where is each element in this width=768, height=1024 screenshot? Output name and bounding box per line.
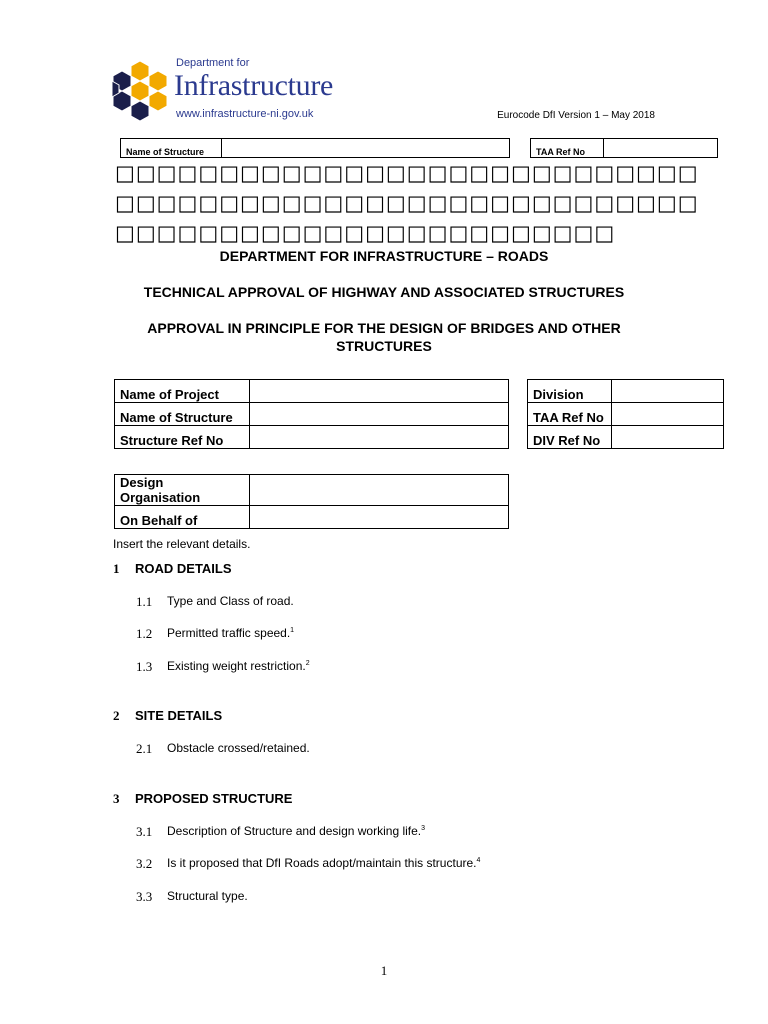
doc-title-technical-approval: TECHNICAL APPROVAL OF HIGHWAY AND ASSOCIATED STRUCTURES (143, 284, 625, 300)
header-taa-ref-field[interactable] (604, 139, 718, 158)
name-of-structure-field[interactable] (250, 403, 509, 426)
section-item (136, 626, 636, 644)
item-text: Type and Class of road. (167, 594, 294, 608)
header-taa-table (530, 138, 718, 158)
division-details-table (527, 379, 724, 449)
division-field[interactable] (612, 380, 724, 403)
header-name-of-structure-field[interactable] (222, 139, 510, 158)
item-number: 3.2 (136, 856, 153, 871)
section-title: PROPOSED STRUCTURE (135, 791, 293, 806)
item-text: Is it proposed that DfI Roads adopt/maintain this structure. (167, 856, 477, 870)
division-label: Division (528, 380, 612, 403)
section-number: 1 (113, 561, 120, 576)
hexagon-cluster-icon (110, 59, 170, 121)
structure-ref-label: Structure Ref No (115, 426, 250, 449)
logo-url: www.infrastructure-ni.gov.uk (176, 108, 314, 120)
header-structure-table (120, 138, 510, 158)
placeholder-glyph-row: □□□□□□□□□□□□□□□□□□□□□□□□ (115, 221, 616, 245)
item-text: Description of Structure and design working life. (167, 824, 422, 838)
placeholder-glyph-row: □□□□□□□□□□□□□□□□□□□□□□□□□□□□ (115, 191, 699, 215)
instruction-text: Insert the relevant details. (113, 537, 251, 551)
item-number: 1.1 (136, 594, 153, 609)
item-text: Obstacle crossed/retained. (167, 741, 310, 755)
project-details-table (114, 379, 509, 449)
section-item (136, 659, 636, 677)
item-number: 3.3 (136, 889, 153, 904)
placeholder-glyph-row: □□□□□□□□□□□□□□□□□□□□□□□□□□□□ (115, 161, 699, 185)
section-item (136, 594, 636, 612)
dfi-logo (110, 55, 360, 125)
section-title: SITE DETAILS (135, 708, 223, 723)
name-of-project-label: Name of Project (115, 380, 250, 403)
section-item (136, 824, 636, 842)
design-organisation-field[interactable] (250, 475, 509, 506)
footnote-ref[interactable]: 4 (476, 857, 481, 864)
section-title: ROAD DETAILS (135, 561, 232, 576)
header-name-of-structure-label: Name of Structure (121, 139, 222, 158)
item-number: 1.3 (136, 659, 153, 674)
version-label: Eurocode DfI Version 1 – May 2018 (497, 110, 655, 121)
footnote-ref[interactable]: 2 (305, 660, 310, 667)
taa-ref-label: TAA Ref No (528, 403, 612, 426)
item-number: 1.2 (136, 626, 153, 641)
section-item (136, 741, 636, 759)
item-text: Structural type. (167, 889, 248, 903)
footnote-ref[interactable]: 1 (290, 627, 295, 634)
item-text: Existing weight restriction. (167, 659, 306, 673)
div-ref-label: DIV Ref No (528, 426, 612, 449)
doc-title-aip-line2: STRUCTURES (336, 338, 432, 354)
name-of-structure-label: Name of Structure (115, 403, 250, 426)
design-organisation-label: Design Organisation (115, 475, 250, 506)
taa-ref-field[interactable] (612, 403, 724, 426)
section-number: 2 (113, 708, 120, 723)
doc-title-department: DEPARTMENT FOR INFRASTRUCTURE – ROADS (219, 248, 549, 264)
design-organisation-table (114, 474, 509, 529)
page-number: 1 (380, 963, 388, 978)
header-taa-ref-label: TAA Ref No (531, 139, 604, 158)
section-item (136, 889, 636, 907)
item-number: 3.1 (136, 824, 153, 839)
on-behalf-of-label: On Behalf of (115, 506, 250, 529)
item-text: Permitted traffic speed. (167, 626, 291, 640)
section-item (136, 856, 636, 874)
footnote-ref[interactable]: 3 (421, 825, 426, 832)
section-heading (113, 708, 513, 726)
section-number: 3 (113, 791, 120, 806)
logo-infrastructure: Infrastructure (174, 69, 334, 102)
doc-title-aip-line1: APPROVAL IN PRINCIPLE FOR THE DESIGN OF BRIDGES AND OTHER (147, 320, 621, 336)
logo-department-for: Department for (176, 57, 250, 69)
section-heading (113, 791, 513, 809)
name-of-project-field[interactable] (250, 380, 509, 403)
div-ref-field[interactable] (612, 426, 724, 449)
item-number: 2.1 (136, 741, 153, 756)
section-heading (113, 561, 513, 579)
structure-ref-field[interactable] (250, 426, 509, 449)
on-behalf-of-field[interactable] (250, 506, 509, 529)
